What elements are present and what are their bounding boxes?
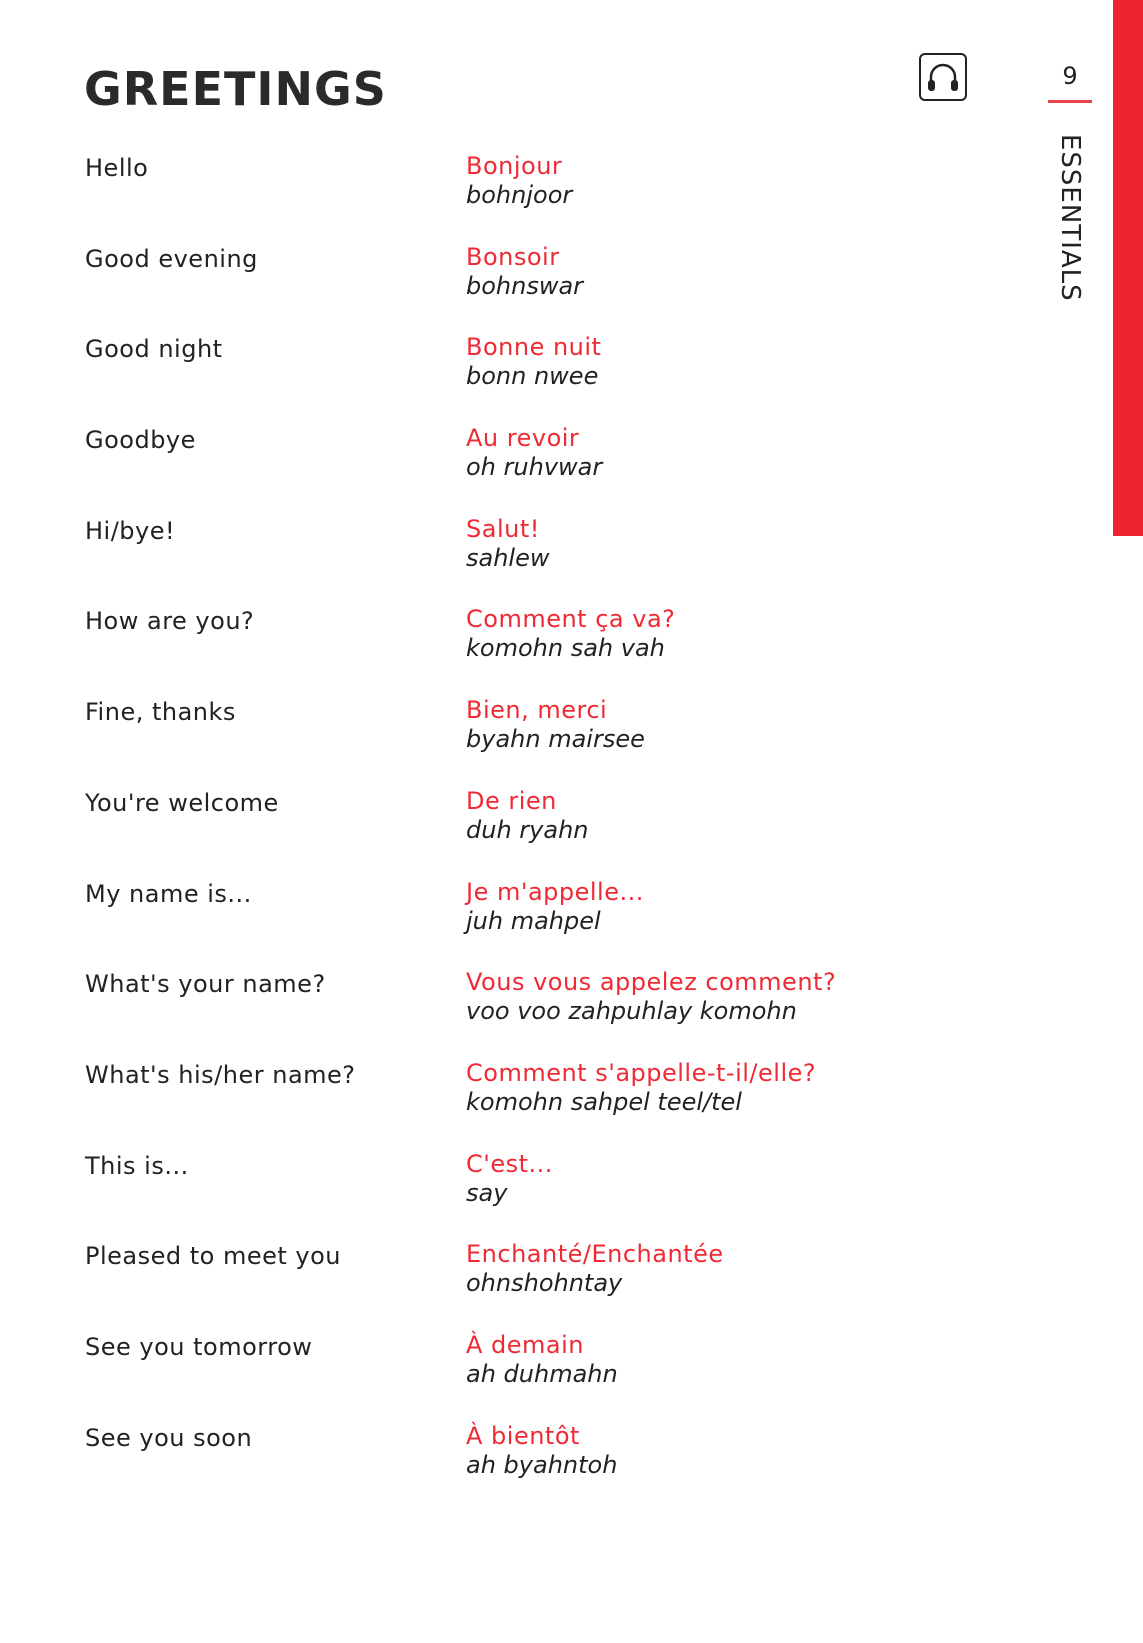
phrase-row <box>0 243 1000 334</box>
french-phrase: Comment ça va? <box>466 605 676 634</box>
page-number: 9 <box>1062 62 1078 90</box>
french-phrase: À demain <box>466 1330 585 1359</box>
phrase-row <box>0 1240 1000 1331</box>
pronunciation: bohnswar <box>466 271 584 300</box>
french-phrase: Salut! <box>466 514 540 543</box>
english-phrase: Hi/bye! <box>85 516 176 545</box>
phrase-row <box>0 333 1000 424</box>
phrase-row <box>0 787 1000 878</box>
pronunciation: juh mahpel <box>466 906 601 935</box>
english-phrase: Goodbye <box>85 426 196 455</box>
english-phrase: Good evening <box>85 244 258 273</box>
section-tab <box>1113 0 1143 536</box>
french-phrase: De rien <box>466 786 557 815</box>
phrase-row <box>0 968 1000 1059</box>
english-phrase: Fine, thanks <box>85 698 236 727</box>
page-number-underline <box>1048 100 1092 103</box>
pronunciation: sahlew <box>466 543 550 572</box>
english-phrase: Good night <box>85 335 223 364</box>
pronunciation: bonn nwee <box>466 362 599 391</box>
pronunciation: voo voo zahpuhlay komohn <box>466 997 797 1026</box>
phrase-row <box>0 1422 1000 1513</box>
pronunciation: say <box>466 1178 508 1207</box>
pronunciation: oh ruhvwar <box>466 453 603 482</box>
french-phrase: Enchanté/Enchantée <box>466 1240 724 1269</box>
section-label: ESSENTIALS <box>1055 134 1085 302</box>
english-phrase: See you tomorrow <box>85 1332 313 1361</box>
pronunciation: byahn mairsee <box>466 725 645 754</box>
phrase-row <box>0 152 1000 243</box>
phrase-row <box>0 605 1000 696</box>
french-phrase: Je m'appelle... <box>466 877 644 906</box>
pronunciation: ah byahntoh <box>466 1450 618 1479</box>
headphones-icon[interactable] <box>919 53 967 101</box>
english-phrase: My name is... <box>85 879 252 908</box>
english-phrase: This is... <box>85 1151 189 1180</box>
pronunciation: komohn sah vah <box>466 634 665 663</box>
english-phrase: Pleased to meet you <box>85 1242 342 1271</box>
pronunciation: bohnjoor <box>466 181 573 209</box>
french-phrase: Comment s'appelle-t-il/elle? <box>466 1058 817 1087</box>
french-phrase: Bonne nuit <box>466 333 602 362</box>
english-phrase: What's your name? <box>85 970 326 999</box>
french-phrase: Bonjour <box>466 152 563 180</box>
phrase-row <box>0 515 1000 606</box>
pronunciation: komohn sahpel teel/tel <box>466 1087 742 1116</box>
french-phrase: C'est... <box>466 1149 553 1178</box>
page-title: GREETINGS <box>84 62 387 116</box>
phrase-list <box>0 152 1000 1512</box>
pronunciation: duh ryahn <box>466 815 589 844</box>
pronunciation: ah duhmahn <box>466 1359 618 1388</box>
phrase-row <box>0 878 1000 969</box>
phrase-row <box>0 424 1000 515</box>
english-phrase: What's his/her name? <box>85 1060 356 1089</box>
english-phrase: You're welcome <box>85 788 279 817</box>
phrase-row <box>0 1059 1000 1150</box>
phrase-row <box>0 696 1000 787</box>
french-phrase: Au revoir <box>466 424 580 453</box>
pronunciation: ohnshohntay <box>466 1269 623 1298</box>
english-phrase: How are you? <box>85 607 255 636</box>
english-phrase: Hello <box>85 154 149 182</box>
french-phrase: Vous vous appelez comment? <box>466 968 837 997</box>
phrase-row <box>0 1331 1000 1422</box>
phrase-row <box>0 1150 1000 1241</box>
french-phrase: Bien, merci <box>466 696 608 725</box>
english-phrase: See you soon <box>85 1423 253 1452</box>
french-phrase: Bonsoir <box>466 242 560 271</box>
french-phrase: À bientôt <box>466 1421 580 1450</box>
